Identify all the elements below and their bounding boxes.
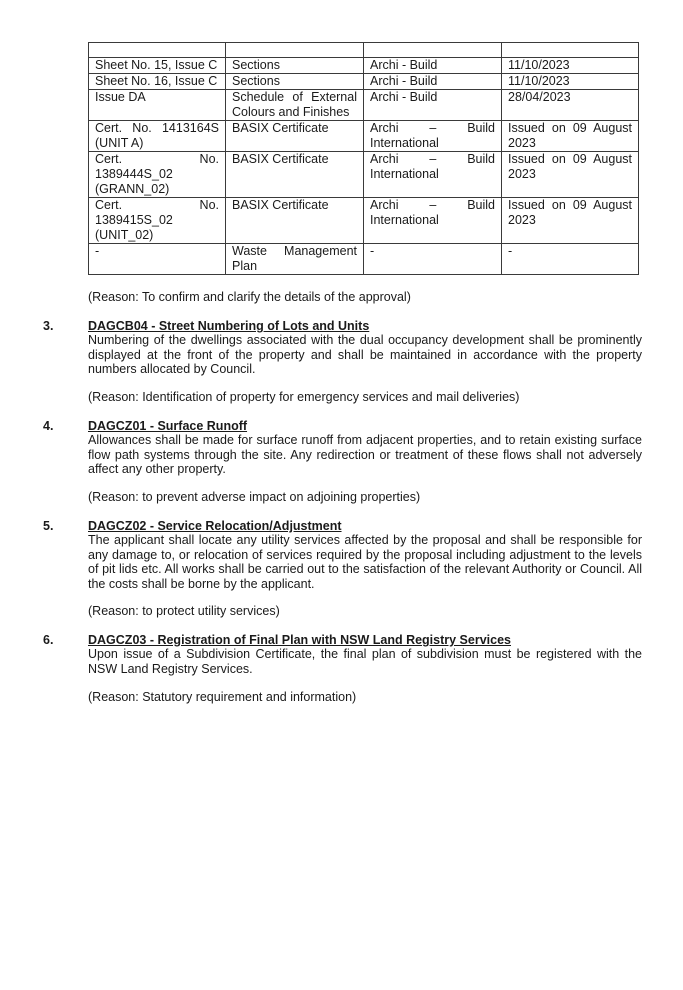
condition-number: 3. [43,319,54,333]
table-cell [89,43,226,58]
condition-heading: DAGCZ03 - Registration of Final Plan with NSW Land Registry Services [88,633,511,647]
condition-body: Numbering of the dwellings associated with the dual occupancy development shall be prominently displayed at the front of the property and shall be maintained in accordance with the property numbers allocated by Council. [88,333,642,376]
table-cell: - [89,244,226,275]
condition-body: The applicant shall locate any utility services affected by the proposal and shall be responsible for any damage to, or relocation of services required by the proposal including adjustment to the levels of pit lids etc. All works shall be carried out to the satisfaction of the relevant Authority or Council. All the costs shall be borne by the applicant. [88,533,642,591]
table-cell: BASIX Certificate [226,121,364,152]
table-cell: Issued on 09 August 2023 [502,121,639,152]
table-row [89,43,639,58]
table-cell: 28/04/2023 [502,90,639,121]
table-cell: Cert. No. 1389444S_02 (GRANN_02) [89,152,226,198]
table-row [89,244,639,275]
table-row [89,152,639,198]
table-cell: Issue DA [89,90,226,121]
table-cell: Sheet No. 15, Issue C [89,58,226,74]
table-cell: 11/10/2023 [502,58,639,74]
table-row [89,121,639,152]
condition-number: 6. [43,633,54,647]
table-cell: - [364,244,502,275]
table-cell: Archi - Build [364,90,502,121]
table-cell: BASIX Certificate [226,152,364,198]
table-cell: BASIX Certificate [226,198,364,244]
approved-plans-table [88,42,639,275]
condition-number: 5. [43,519,54,533]
table-cell: Archi - Build [364,58,502,74]
condition-reason: (Reason: to prevent adverse impact on adjoining properties) [88,490,421,504]
table-cell: 11/10/2023 [502,74,639,90]
condition-reason: (Reason: Identification of property for emergency services and mail deliveries) [88,390,520,404]
table-row [89,90,639,121]
condition-body: Upon issue of a Subdivision Certificate, the final plan of subdivision must be registered with the NSW Land Registry Services. [88,647,642,676]
table-row [89,74,639,90]
table-cell: Cert. No. 1389415S_02 (UNIT_02) [89,198,226,244]
condition-heading: DAGCB04 - Street Numbering of Lots and Units [88,319,370,333]
table-cell: Issued on 09 August 2023 [502,152,639,198]
table-cell: Archi – Build International [364,198,502,244]
table-cell [226,43,364,58]
condition-number: 4. [43,419,54,433]
table-cell: Sheet No. 16, Issue C [89,74,226,90]
condition-body: Allowances shall be made for surface runoff from adjacent properties, and to retain existing surface flow path systems through the site. Any redirection or treatment of these flows shall not adversely affect any other property. [88,433,642,476]
condition-heading: DAGCZ02 - Service Relocation/Adjustment [88,519,342,533]
table-cell [364,43,502,58]
condition-reason: (Reason: to protect utility services) [88,604,280,618]
table-cell: Archi – Build International [364,152,502,198]
table-cell: Sections [226,74,364,90]
condition-heading: DAGCZ01 - Surface Runoff [88,419,248,433]
table-cell: Issued on 09 August 2023 [502,198,639,244]
table-cell [502,43,639,58]
table-cell: Sections [226,58,364,74]
condition-reason: (Reason: Statutory requirement and information) [88,690,357,704]
table-cell: Schedule of External Colours and Finishes [226,90,364,121]
table-cell: Waste Management Plan [226,244,364,275]
table-cell: Archi – Build International [364,121,502,152]
reason-approval: (Reason: To confirm and clarify the details of the approval) [88,290,411,304]
table-cell: Archi - Build [364,74,502,90]
table-row [89,198,639,244]
table-row [89,58,639,74]
table-cell: Cert. No. 1413164S (UNIT A) [89,121,226,152]
table-cell: - [502,244,639,275]
